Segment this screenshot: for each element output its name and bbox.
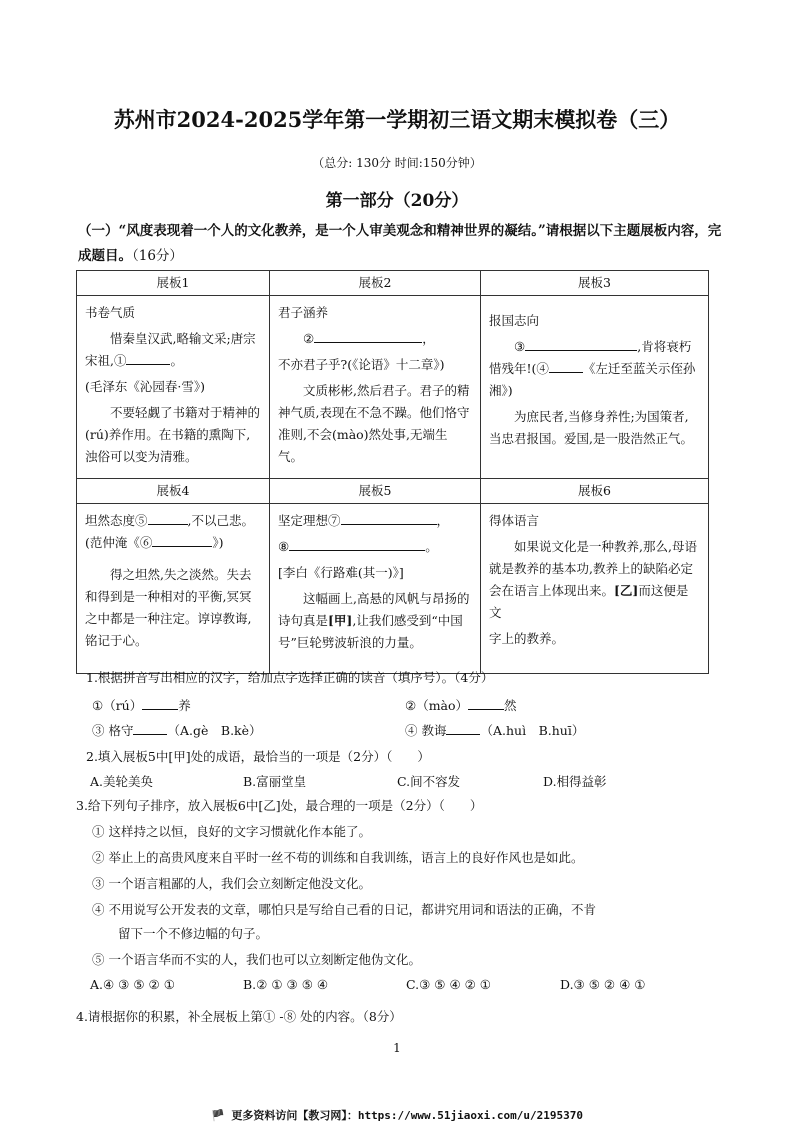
blank-2[interactable] bbox=[314, 328, 422, 343]
page-number: 1 bbox=[393, 1041, 401, 1055]
q3-sentence-1: ① 这样持之以恒，良好的文字习惯就化作本能了。 bbox=[92, 824, 371, 839]
q2-option-a[interactable]: A.美轮美奂 bbox=[90, 774, 154, 789]
q1-item2: ②（mào） 然 bbox=[405, 695, 517, 714]
board2-blank-line: ② ， bbox=[278, 328, 472, 350]
intro-text: （一）“风度表现着一个人的文化教养，是一个人审美观念和精神世界的凝结。”请根据以下主题展板内容，完成题目。 bbox=[78, 223, 722, 264]
board1-cell bbox=[77, 296, 270, 479]
board2-cell bbox=[270, 296, 481, 479]
board4-text: 得之坦然,失之淡然。失去和得到是一种相对的平衡,冥冥之中都是一种注定。谆谆教诲,铭记于心。 bbox=[85, 567, 252, 648]
q3-sentence-2: ② 举止上的高贵风度来自平时一丝不苟的训练和自我训练，语言上的良好作风也是如此。 bbox=[92, 850, 584, 865]
board4-cell bbox=[77, 504, 270, 674]
board3-heading: 报国志向 bbox=[489, 313, 540, 328]
q3-stem: 3.给下列句子排序，放入展板6中[乙]处，最合理的一项是（2分）（ ） bbox=[76, 798, 483, 813]
display-boards-table bbox=[76, 270, 709, 674]
q1-blank4[interactable] bbox=[446, 720, 480, 735]
q3-option-d[interactable]: D.③ ⑤ ② ④ ① bbox=[560, 977, 646, 992]
footer-link[interactable]: 🏴 更多资料访问【教习网】：https://www.51jiaoxi.com/u/2195370 bbox=[211, 1109, 583, 1122]
q4-stem: 4.请根据你的积累，补全展板上第① -⑧ 处的内容。（8分） bbox=[76, 1009, 402, 1024]
blank-7[interactable] bbox=[341, 510, 437, 525]
board3-cell bbox=[481, 296, 709, 479]
q1-item4: ④ 教诲 （A.huì B.huī） bbox=[405, 720, 584, 739]
q3-sentence-4: ④ 不用说写公开发表的文章，哪怕只是写给自己看的日记，都讲究用词和语法的正确，不肯 bbox=[92, 902, 596, 917]
board1-poem: 惜秦皇汉武,略输文采;唐宗宋祖,① 。 bbox=[85, 331, 256, 368]
board5-header: 展板5 bbox=[270, 479, 481, 504]
q1-blank3[interactable] bbox=[133, 720, 167, 735]
board1-header: 展板1 bbox=[77, 271, 270, 296]
q1-blank1[interactable] bbox=[142, 695, 178, 710]
board3-text: 为庶民者,当修身养性;为国策者,当忠君报国。爱国,是一股浩然正气。 bbox=[489, 409, 693, 446]
board4-line: 坦然态度⑤ ,不以己悲。(范仲淹《⑥ 》) bbox=[85, 510, 261, 554]
board1-text: 不要轻觑了书籍对于精神的(rú)养作用。在书籍的熏陶下,浊俗可以变为清雅。 bbox=[85, 405, 261, 464]
board6-cell bbox=[481, 504, 709, 674]
board6-text-end: 字上的教养。 bbox=[489, 631, 565, 646]
blank-5[interactable] bbox=[148, 510, 188, 525]
q1-blank2[interactable] bbox=[468, 695, 504, 710]
blank-4[interactable] bbox=[549, 358, 583, 373]
q3-sentence-3: ③ 一个语言粗鄙的人，我们会立刻断定他没文化。 bbox=[92, 876, 371, 891]
q1-item3: ③ 格守 （A.gè B.kè） bbox=[92, 720, 262, 739]
board5-cell bbox=[270, 504, 481, 674]
exam-info: （总分: 130分 时间:150分钟） bbox=[312, 156, 482, 170]
board2-heading: 君子涵养 bbox=[278, 305, 329, 320]
board5-text: 这幅画上,高悬的风帆与昂扬的诗句真是[甲],让我们感受到“中国号”巨轮劈波斩浪的力量。 bbox=[278, 591, 470, 650]
board6-header: 展板6 bbox=[481, 479, 709, 504]
blank-8[interactable] bbox=[289, 536, 425, 551]
mark-yi: [乙] bbox=[614, 583, 639, 598]
q1-stem: 1.根据拼音写出相应的汉字，给加点字选择正确的读音（填序号）。（4分） bbox=[86, 670, 494, 685]
board2-text: 文质彬彬,然后君子。君子的精神气质,表现在不急不躁。他们恪守准则,不会(mào)然处事,无端生气。 bbox=[278, 383, 470, 464]
q2-option-c[interactable]: C.间不容发 bbox=[397, 774, 461, 789]
q2-option-b[interactable]: B.富丽堂皇 bbox=[243, 774, 307, 789]
board3-header: 展板3 bbox=[481, 271, 709, 296]
board2-header: 展板2 bbox=[270, 271, 481, 296]
board2-quote: 不亦君子乎?(《论语》十二章》) bbox=[278, 357, 445, 372]
board6-text: 如果说文化是一种教养,那么,母语就是教养的基本功,教养上的缺陷必定会在语言上体现出来。[乙]而这便是文 bbox=[489, 539, 697, 620]
q1-item1: ①（rú） 养 bbox=[92, 695, 191, 714]
intro-score: （16分） bbox=[132, 248, 183, 264]
part-heading: 第一部分（20分） bbox=[325, 191, 469, 211]
q3-sentence-5: ⑤ 一个语言华而不实的人，我们也可以立刻断定他伪文化。 bbox=[92, 952, 421, 967]
board5-line2: ⑧ 。 bbox=[278, 536, 472, 558]
board4-header: 展板4 bbox=[77, 479, 270, 504]
blank-6[interactable] bbox=[152, 532, 212, 547]
board3-blank-line: ③ ,肯将衰朽惜残年!(④ 《左迁至蓝关示侄孙湘》) bbox=[489, 336, 700, 402]
board5-line1: 坚定理想⑦ ， bbox=[278, 510, 472, 532]
board5-source: [李白《行路难(其一)》] bbox=[278, 565, 404, 580]
q3-option-a[interactable]: A.④ ③ ⑤ ② ① bbox=[90, 977, 175, 992]
q2-stem: 2.填入展板5中[甲]处的成语，最恰当的一项是（2分）（ ） bbox=[86, 749, 430, 764]
board1-heading: 书卷气质 bbox=[85, 305, 136, 320]
board1-source: (毛泽东《沁园春·雪》) bbox=[85, 379, 205, 394]
q3-option-b[interactable]: B.② ① ③ ⑤ ④ bbox=[243, 977, 329, 992]
q3-sentence-4-cont: 留下一个不修边幅的句子。 bbox=[118, 926, 269, 941]
page-title: 苏州市2024-2025学年第一学期初三语文期末模拟卷（三） bbox=[113, 107, 681, 132]
blank-3[interactable] bbox=[525, 336, 637, 351]
blank-1[interactable] bbox=[126, 350, 170, 365]
board6-heading: 得体语言 bbox=[489, 513, 540, 528]
mark-jia: [甲] bbox=[328, 613, 353, 628]
section-intro bbox=[78, 219, 728, 269]
q2-option-d[interactable]: D.相得益彰 bbox=[543, 774, 607, 789]
q3-option-c[interactable]: C.③ ⑤ ④ ② ① bbox=[406, 977, 492, 992]
